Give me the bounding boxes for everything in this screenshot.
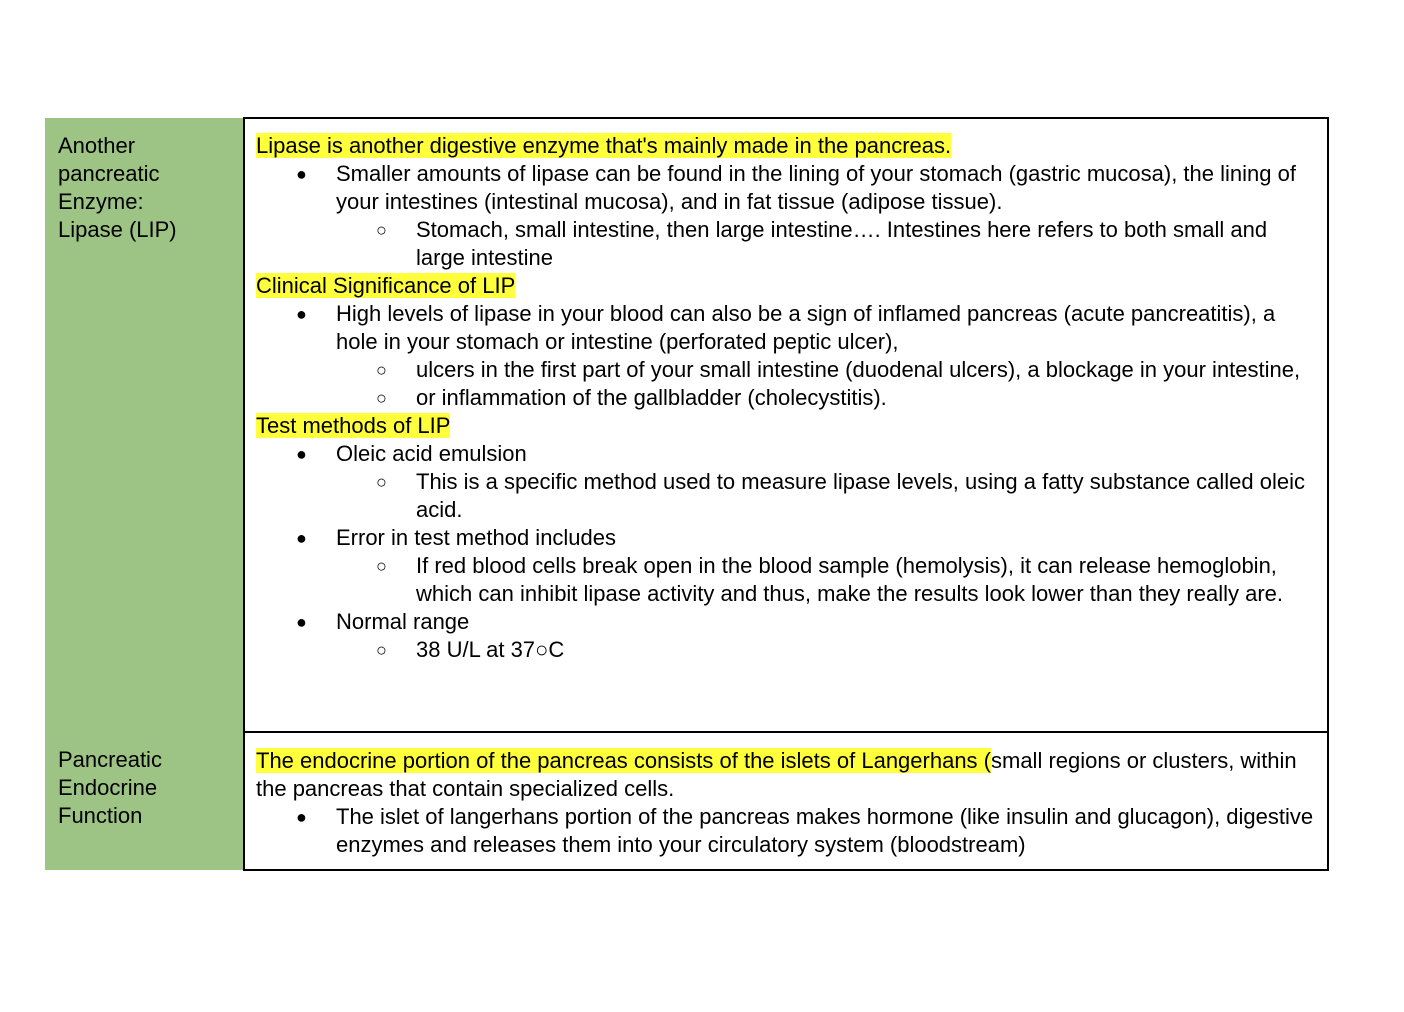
content-table xyxy=(45,117,1329,871)
label-line: Lipase (LIP) xyxy=(58,217,177,242)
label-line: Enzyme: xyxy=(58,189,144,214)
highlighted-heading: Lipase is another digestive enzyme that's mainly made in the pancreas. xyxy=(256,133,952,158)
bullet-item: ● Oleic acid emulsion xyxy=(256,440,1317,468)
sub-bullet-item: ○ or inflammation of the gallbladder (cholecystitis). xyxy=(256,384,1317,412)
row-content-lipase xyxy=(244,118,1328,732)
label-line: Pancreatic xyxy=(58,747,162,772)
row-label-endocrine xyxy=(45,732,244,870)
row-content-endocrine xyxy=(244,732,1328,870)
row-label-lipase xyxy=(45,118,244,732)
label-line: Function xyxy=(58,803,143,828)
sub-bullet-item: ○ ulcers in the first part of your small intestine (duodenal ulcers), a blockage in your intestine, xyxy=(256,356,1317,384)
intro-text: small regions or clusters, within the pancreas that contain specialized cells. xyxy=(256,748,1297,801)
table-row xyxy=(45,118,1328,732)
bullet-item: ● Normal range xyxy=(256,608,1317,636)
label-line: pancreatic xyxy=(58,161,160,186)
table-row xyxy=(45,732,1328,870)
sub-bullet-item: ○ This is a specific method used to measure lipase levels, using a fatty substance called oleic acid. xyxy=(256,468,1317,524)
bullet-item: ● High levels of lipase in your blood can also be a sign of inflamed pancreas (acute pancreatitis), a hole in your stomach or intestine (perforated peptic ulcer), xyxy=(256,300,1317,356)
sub-bullet-item: ○ Stomach, small intestine, then large intestine…. Intestines here refers to both small and large intestine xyxy=(256,216,1317,272)
highlighted-heading: Test methods of LIP xyxy=(256,413,451,438)
sub-bullet-item: ○ 38 U/L at 37○C xyxy=(256,636,1317,664)
bullet-item: ● The islet of langerhans portion of the pancreas makes hormone (like insulin and glucagon), digestive enzymes and releases them into your circulatory system (bloodstream) xyxy=(256,803,1317,859)
intro-paragraph xyxy=(256,747,1317,803)
label-line: Endocrine xyxy=(58,775,158,800)
label-line: Another xyxy=(58,133,136,158)
highlighted-text: The endocrine portion of the pancreas consists of the islets of Langerhans ( xyxy=(256,748,991,773)
highlighted-heading: Clinical Significance of LIP xyxy=(256,273,516,298)
bullet-item: ● Smaller amounts of lipase can be found in the lining of your stomach (gastric mucosa), the lining of your intestines (intestinal mucosa), and in fat tissue (adipose tissue). xyxy=(256,160,1317,216)
sub-bullet-item: ○ If red blood cells break open in the blood sample (hemolysis), it can release hemoglobin, which can inhibit lipase activity and thus, make the results look lower than they really are. xyxy=(256,552,1317,608)
bullet-item: ● Error in test method includes xyxy=(256,524,1317,552)
